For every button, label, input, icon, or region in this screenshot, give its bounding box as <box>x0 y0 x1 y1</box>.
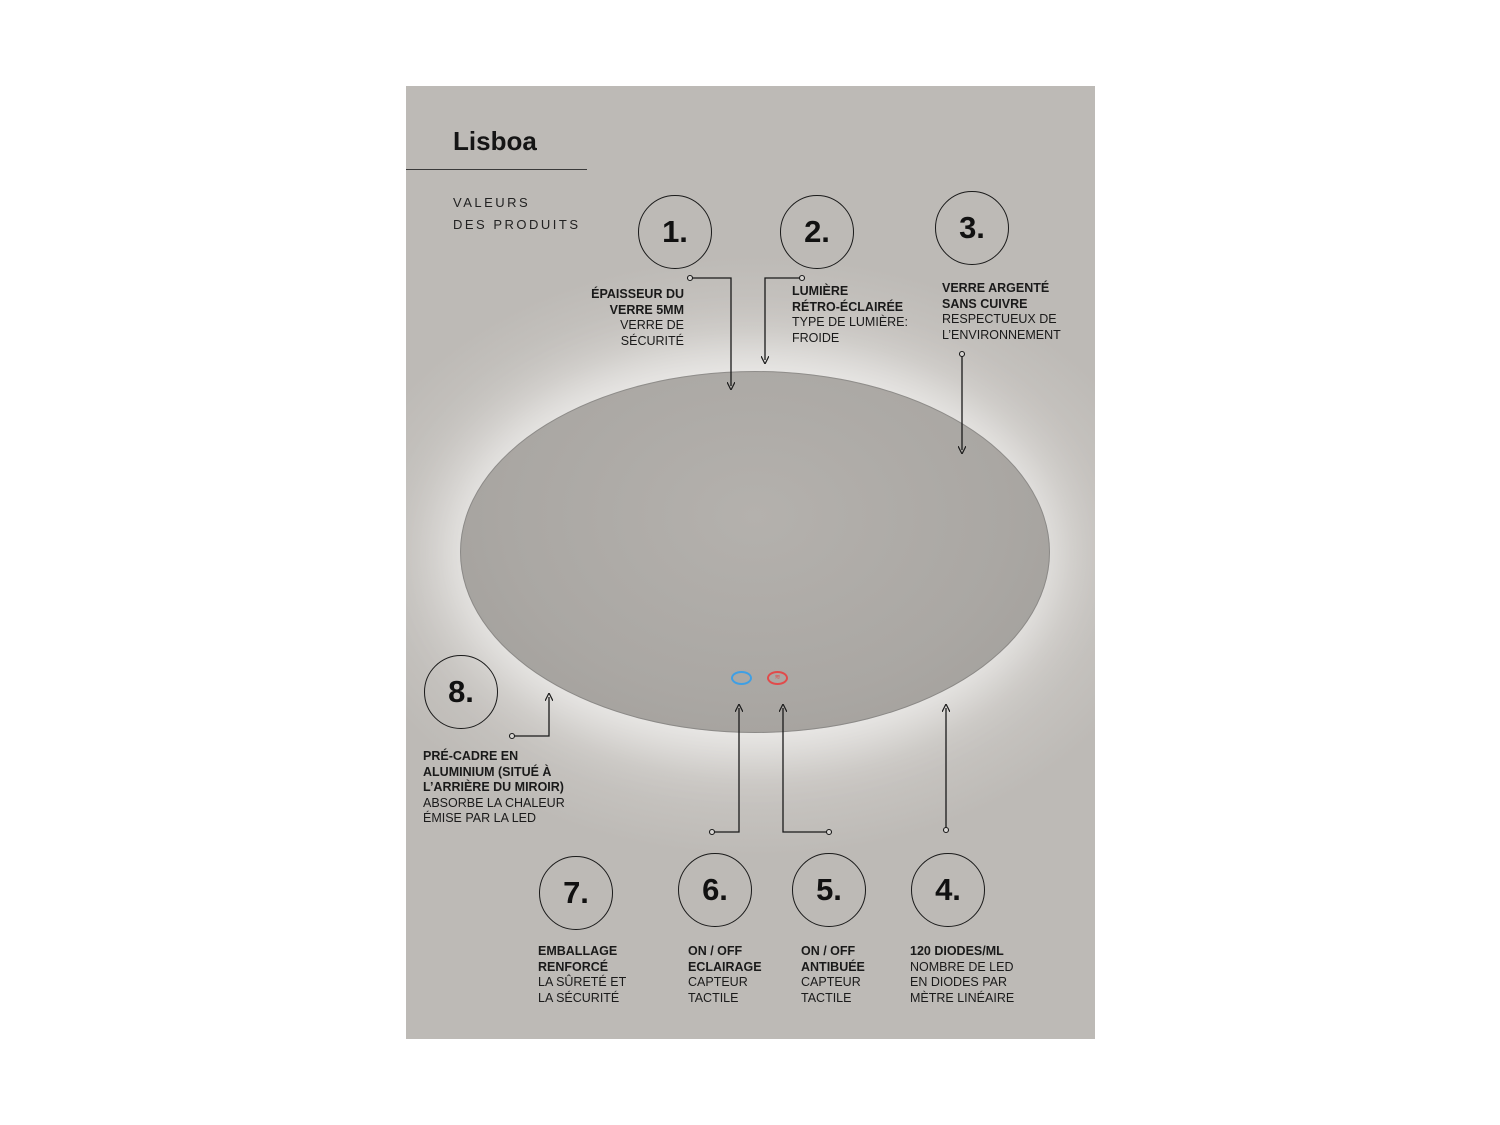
feature-1-bold-1: ÉPAISSEUR DU <box>591 287 684 301</box>
feature-8-label <box>423 749 565 827</box>
callout-dot-4 <box>944 828 949 833</box>
feature-5-label <box>801 944 865 1006</box>
feature-2-number: 2. <box>780 195 854 269</box>
callout-dot-2 <box>800 276 805 281</box>
feature-5-text-2: TACTILE <box>801 990 852 1005</box>
feature-8-bold-1: PRÉ-CADRE EN <box>423 749 519 763</box>
subtitle-line-2: DES PRODUITS <box>453 217 581 232</box>
product-title: Lisboa <box>453 126 537 156</box>
feature-1-text-2: SÉCURITÉ <box>620 333 684 348</box>
callout-dot-6 <box>710 830 715 835</box>
feature-8-text-1: ABSORBE LA CHALEUR <box>423 795 565 810</box>
feature-2-bold-1: LUMIÈRE <box>792 284 849 298</box>
feature-4-bold-1: 120 DIODES/ML <box>910 944 1004 958</box>
feature-6-text-2: TACTILE <box>688 990 739 1005</box>
callout-dot-5 <box>827 830 832 835</box>
feature-1-text-1: VERRE DE <box>620 318 684 332</box>
feature-7-bold-1: EMBALLAGE <box>538 944 618 958</box>
callout-line-1 <box>690 278 731 386</box>
feature-1-number: 1. <box>638 195 712 269</box>
feature-6-bold-1: ON / OFF <box>688 944 743 958</box>
subtitle-line-1: VALEURS <box>453 195 531 210</box>
feature-8-text-2: ÉMISE PAR LA LED <box>423 811 537 825</box>
feature-1-bold-2: VERRE 5MM <box>609 302 684 317</box>
feature-8-bold-3: L’ARRIÈRE DU MIROIR) <box>423 780 564 794</box>
feature-7-text-2: LA SÉCURITÉ <box>538 990 620 1005</box>
feature-1-label <box>591 287 684 349</box>
feature-4-text-3: MÈTRE LINÉAIRE <box>910 990 1015 1005</box>
feature-8-bold-2: ALUMINIUM (SITUÉ À <box>423 764 552 779</box>
feature-5-number: 5. <box>792 853 866 927</box>
feature-5-bold-1: ON / OFF <box>801 944 856 958</box>
infographic-panel <box>406 86 1095 1039</box>
antifog-touch-sensor-icon: ≋ <box>767 671 788 685</box>
feature-7-text-1: LA SÛRETÉ ET <box>538 975 627 989</box>
feature-8-number: 8. <box>424 655 498 729</box>
callout-line-6 <box>712 708 739 832</box>
feature-7-label <box>538 944 626 1006</box>
callout-dot-8 <box>510 734 515 739</box>
feature-2-label <box>792 284 908 346</box>
feature-7-bold-2: RENFORCÉ <box>538 959 609 974</box>
feature-7-number: 7. <box>539 856 613 930</box>
feature-6-text-1: CAPTEUR <box>688 975 748 989</box>
feature-3-text-1: RESPECTUEUX DE <box>942 312 1057 326</box>
feature-3-label <box>942 281 1061 343</box>
feature-5-text-1: CAPTEUR <box>801 975 861 989</box>
feature-6-number: 6. <box>678 853 752 927</box>
callout-line-8 <box>512 697 549 736</box>
feature-2-bold-2: RÉTRO-ÉCLAIRÉE <box>792 299 904 314</box>
feature-6-label <box>688 944 762 1006</box>
feature-4-text-1: NOMBRE DE LED <box>910 959 1014 974</box>
feature-3-bold-1: VERRE ARGENTÉ <box>942 281 1050 295</box>
feature-4-number: 4. <box>911 853 985 927</box>
feature-6-bold-2: ECLAIRAGE <box>688 959 762 974</box>
feature-3-number: 3. <box>935 191 1009 265</box>
feature-4-text-2: EN DIODES PAR <box>910 975 1008 989</box>
feature-4-label <box>910 944 1014 1006</box>
feature-2-text-1: TYPE DE LUMIÈRE: <box>792 315 908 329</box>
feature-3-bold-2: SANS CUIVRE <box>942 296 1028 311</box>
callout-dot-3 <box>960 352 965 357</box>
callout-line-5 <box>783 708 829 832</box>
callout-dot-1 <box>688 276 693 281</box>
feature-2-text-2: FROIDE <box>792 330 840 345</box>
feature-5-bold-2: ANTIBUÉE <box>801 959 865 974</box>
feature-3-text-2: L’ENVIRONNEMENT <box>942 327 1061 342</box>
